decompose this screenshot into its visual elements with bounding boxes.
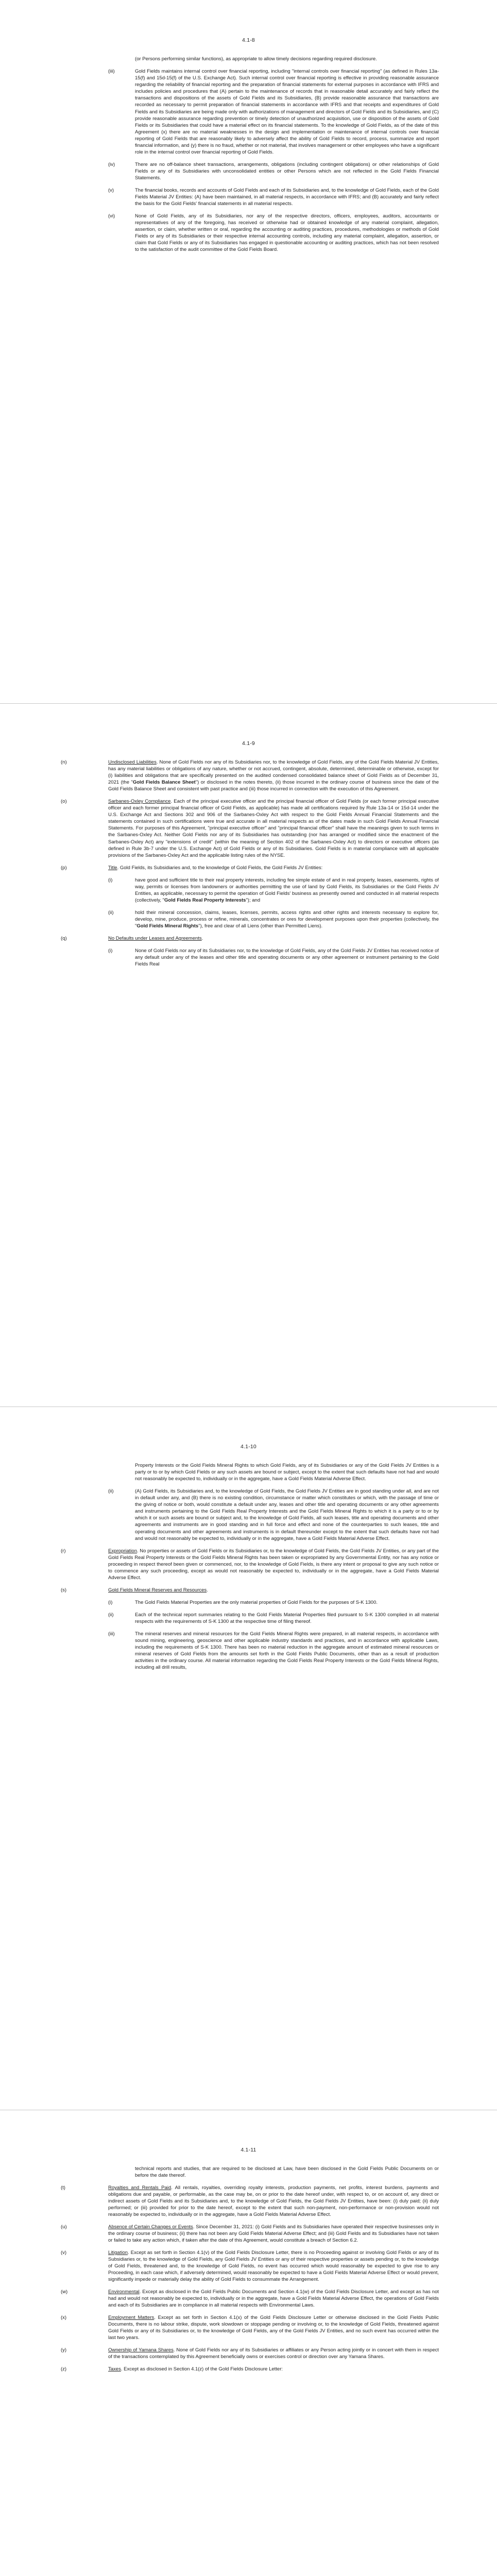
clause: [0, 1587, 497, 1594]
clause-marker: (q): [61, 936, 67, 941]
clause-heading: Employment Matters: [108, 2315, 155, 2320]
clause-text: [108, 2289, 439, 2309]
defined-term: Gold Fields Balance Sheet: [132, 779, 196, 786]
clause-body: . Gold Fields, its Subsidiaries and, to the knowledge of Gold Fields, the Gold Fields JV Entities:: [117, 865, 323, 871]
clause-body: (or Persons performing similar functions), as appropriate to allow timely decisions regarding required disclosure.: [135, 56, 377, 62]
clause-text: [135, 1631, 439, 1671]
page-number: 4.1-11: [241, 2147, 256, 2153]
clause-heading: Ownership of Yamana Shares: [108, 2347, 174, 2353]
clause: [0, 1548, 497, 1581]
clause: [0, 865, 497, 871]
clause-body: . None of Gold Fields nor any of its Subsidiaries or affiliates or any Person acting jointly or in concert with them in respect of the transactions contemplated by this Agreement beneficially owns or exercises control or direction over any Yamana Shares.: [108, 2347, 439, 2360]
clause-heading: No Defaults under Leases and Agreements: [108, 936, 202, 941]
clause-text: [108, 2184, 439, 2218]
clause-body: There are no off-balance sheet transactions, arrangements, obligations (including contingent obligations) or other relationships of Gold Fields or any of its Subsidiaries with unconsolidated entities or other Persons which are not reflected in the Gold Fields Financial Statements.: [135, 162, 439, 181]
clause-marker: (z): [61, 2366, 67, 2372]
clause: [0, 1599, 497, 1606]
clause: [0, 1631, 497, 1671]
clause-body: have good and sufficient title to their real property interests, including fee simple estate of and in real property, leases, easements, rights of way, permits or licenses from landowners or authorities permitting the use of land by Gold Fields, its Subsidiaries or the Gold Fields JV Entities, as applicable, necessary to permit the operation of Gold Fields' business as presently owned and conducted in all material respects (collectively, ": [135, 877, 439, 904]
clause-heading: Litigation: [108, 2250, 128, 2256]
clause-marker: (i): [108, 877, 113, 883]
clause-marker: (v): [61, 2250, 67, 2256]
page-number: 4.1-9: [242, 740, 255, 747]
clause-body: The financial books, records and accounts of Gold Fields and each of its Subsidiaries and, to the knowledge of Gold Fields, each of the Gold Fields Material JV Entities: (A) have been maintained, in all material respects, in accordance with IFRS; and (B) accurately and fairly reflect the basis for the Gold Fields' financial statements in all material respects.: [135, 188, 439, 207]
clause-marker: (i): [108, 948, 113, 954]
clause-marker: (iii): [108, 1631, 115, 1637]
clause-marker: (vi): [108, 213, 115, 219]
clause-marker: (ii): [108, 910, 114, 916]
clause-heading: Royalties and Rentals Paid: [108, 2185, 172, 2191]
clause-text: [135, 2165, 439, 2179]
clause-text: [135, 1599, 439, 1606]
clause-body-continued: "); and: [246, 897, 261, 904]
clause: [0, 68, 497, 156]
clause-heading: Undisclosed Liabilities: [108, 759, 157, 765]
clause-heading: Title: [108, 865, 117, 871]
document-page: [0, 1406, 497, 2110]
clause-body: Property Interests or the Gold Fields Mineral Rights to which Gold Fields, any of its Subsidiaries or any of the Gold Fields JV Entities is a party or to or by which Gold Fields or any such assets are bound or subject, except to the extent that such defaults have not had and would not reasonably be expected to, individually or in the aggregate, have a Gold Fields Material Adverse Effect.: [135, 1463, 439, 1482]
document-page: [0, 2110, 497, 2576]
defined-term: Gold Fields Mineral Rights: [136, 923, 199, 929]
clause-body: . All rentals, royalties, overriding royalty interests, production payments, net profits, interest burdens, payments and obligations due and payable, or performable, as the case may be, on or prior to the date hereof under, with respect to, or on account of, any direct or indirect assets of Gold Fields and its Subsidiaries and, to the knowledge of Gold Fields, the Gold Fields JV Entities, have been: (i) duly paid; (ii) duly performed; or (iii) provided for prior to the date hereof, except to the extent that such non-payment, non-performance or non-provision would not reasonably be expected to, individually or in the aggregate, have a Gold Fields Material Adverse Effect.: [108, 2185, 439, 2218]
clause: [0, 213, 497, 253]
clause-marker: (o): [61, 799, 67, 804]
clause-heading: Absence of Certain Changes or Events: [108, 2224, 193, 2230]
clause-text: [108, 2314, 439, 2341]
clause-marker: (iv): [108, 162, 115, 167]
clause-marker: (r): [61, 1548, 66, 1554]
clause-body: Each of the technical report summaries relating to the Gold Fields Material Properties filed pursuant to S-K 1300 complied in all material respects with the requirements of S-K 1300 at the respective time of filing thereof.: [135, 1612, 439, 1625]
clause-body: The mineral reserves and mineral resources for the Gold Fields Mineral Rights were prepared, in all material respects, in accordance with sound mining, engineering, geoscience and other applicable industry standards and practices, and in accordance with applicable Laws, including the requirements of S-K 1300. There has been no material reduction in the aggregate amount of estimated mineral resources or mineral reserves of Gold Fields from the amounts set forth in the Gold Fields Public Documents, other than as a result of production activities in the ordinary course. All material information regarding the Gold Fields Real Property Interests or the Gold Fields Mineral Rights, including all drill results,: [135, 1631, 439, 1671]
clause-text: [108, 865, 439, 871]
clause-marker: (s): [61, 1587, 67, 1593]
clause: [0, 759, 497, 792]
clause: [0, 1462, 497, 1482]
clause-text: [135, 877, 439, 904]
clause-body: . Except as set forth in Section 4.1(x) of the Gold Fields Disclosure Letter or otherwise disclosed in the Gold Fields Public Documents, there is no labour strike, dispute, work slowdown or stoppage pending or involving or, to the knowledge of Gold Fields, threatened against Gold Fields or any of its Subsidiaries or, to the knowledge of Gold Fields, any of the Gold Fields JV Entities, and no such event has occurred within the last two years.: [108, 2315, 439, 2341]
page-number: 4.1-8: [242, 37, 255, 43]
clause-heading: Environmental: [108, 2289, 140, 2295]
clause-body: . Since December 31, 2021: (i) Gold Fields and its Subsidiaries have operated their respective businesses only in the ordinary course of business; (ii) there has not been any Gold Fields Material Adverse Effect; and (iii) Gold Fields and its Subsidiaries have not taken or failed to take any action which, if taken after the date of this Agreement, would constitute a breach of Section 6.2.: [108, 2224, 439, 2244]
clause-marker: (n): [61, 759, 67, 765]
page-number: 4.1-10: [241, 1444, 256, 1450]
clause-body: None of Gold Fields, any of its Subsidiaries, nor any of the respective directors, officers, employees, auditors, accountants or representatives of any of the foregoing, has received or otherwise had or obtained knowledge of any material complaint, allegation, assertion, or claim, whether written or oral, regarding the accounting or auditing practices, procedures, methodologies or methods of Gold Fields or any of its Subsidiaries or their respective internal accounting controls, including any material complaint, allegation, assertion, or claim that Gold Fields or any of its Subsidiaries has engaged in questionable accounting or auditing practices, which has not been resolved to the satisfaction of the audit committee of the Gold Fields Board.: [135, 213, 439, 253]
clause-text: [108, 2249, 439, 2283]
clause-body: (A) Gold Fields, its Subsidiaries and, to the knowledge of Gold Fields, the Gold Fields JV Entities are in good standing under all, and are not in default under any, and (B) there is no existing condition, circumstance or matter which constitutes or which, with the passage of time or the giving of notice or both, would constitute a default under any, leases and other title and operating documents or any other agreements and instruments pertaining to the Gold Fields Real Property Interests and the Gold Fields Mineral Rights to which it is a party or to or by which it or such assets are bound or subject and, to the knowledge of Gold Fields, all such leases, title and operating documents and other agreements and instruments are in good standing and in full force and effect and none of the counterparties to such leases, title and operating documents and other agreements and instruments is in default thereunder except to the extent that such defaults have not had and would not reasonably be expected to, individually or in the aggregate, have a Gold Fields Material Adverse Effect.: [135, 1488, 439, 1541]
clause-marker: (u): [61, 2224, 67, 2230]
clause-text: [108, 1548, 439, 1581]
clause-text: [135, 909, 439, 929]
clause-body: .: [201, 936, 203, 941]
clause-text: [135, 68, 439, 156]
clause-body: . Except as disclosed in Section 4.1(z) of the Gold Fields Disclosure Letter:: [121, 2366, 283, 2372]
clause: [0, 947, 497, 968]
clause-text: [135, 56, 439, 62]
clause: [0, 2165, 497, 2179]
clause-marker: (w): [61, 2289, 68, 2295]
clause-text: [108, 2347, 439, 2360]
clause-marker: (t): [61, 2185, 65, 2191]
clause-body: . None of Gold Fields nor any of its Subsidiaries nor, to the knowledge of Gold Fields, any of the Gold Fields Material JV Entities, has any material liabilities or obligations of any nature, whether or not accrued, contingent, absolute, determined, determinable or otherwise, except for (i) liabilities and obligations that are specifically presented on the audited condensed consolidated balance sheet of Gold Fields as of December 31, 2021 (the ": [108, 759, 439, 786]
clause: [0, 161, 497, 181]
clause-body: . No properties or assets of Gold Fields or its Subsidiaries or, to the knowledge of Gold Fields, the Gold Fields JV Entities, or any part of the Gold Fields Real Property Interests or the Gold Fields Mineral Rights has been taken or expropriated by any Governmental Entity, nor has any notice or proceeding in respect thereof been given or commenced, nor, to the knowledge of Gold Fields, is there any intent or proposal to give any such notice or to commence any such proceeding, except as would not reasonably be expected to, individually or in the aggregate, have a Gold Fields Material Adverse Effect.: [108, 1548, 439, 1581]
clause: [0, 877, 497, 904]
clause-body: . Except as set forth in Section 4.1(v) of the Gold Fields Disclosure Letter, there is no Proceeding against or involving Gold Fields or any of its Subsidiaries or, to the knowledge of Gold Fields, any Gold Fields JV Entities or any of their respective properties or assets pending or, to the knowledge of Gold Fields, threatened and, to the knowledge of Gold Fields, no event has occurred which would reasonably be expected to give rise to any Proceeding, in each case which, if adversely determined, would reasonably be expected to have a Gold Fields Material Adverse Effect or would prevent, significantly impede or materially delay the ability of Gold Fields to consummate the Arrangement.: [108, 2250, 439, 2283]
clause: [0, 1612, 497, 1625]
clause-body: technical reports and studies, that are required to be disclosed at Law, have been disclosed in the Gold Fields Public Documents on or before the date thereof.: [135, 2166, 439, 2179]
clause-text: [108, 935, 439, 942]
clause-body: .: [207, 1587, 208, 1593]
clause-marker: (y): [61, 2347, 67, 2353]
clause: [0, 2314, 497, 2341]
clause-body: . Except as disclosed in the Gold Fields Public Documents and Section 4.1(w) of the Gold Fields Disclosure Letter, and except as has not had and would not reasonably be expected to, individually or in the aggregate, have a Gold Fields Material Adverse Effect, the operations of Gold Fields and each of its Subsidiaries are in compliance in all material respects with Environmental Laws.: [108, 2289, 439, 2309]
clause-text: [108, 759, 439, 792]
clause-text: [135, 1612, 439, 1625]
clause: [0, 187, 497, 207]
clause-body-continued: ") or disclosed in the notes thereto, (ii) those incurred in the ordinary course of business since the date of the Gold Fields Balance Sheet and consistent with past practice and (iii) those incurred in connection with the execution of this Agreement.: [108, 779, 439, 792]
clause-heading: Taxes: [108, 2366, 121, 2372]
clause: [0, 909, 497, 929]
clause-text: [108, 1587, 439, 1594]
clause-marker: (p): [61, 865, 67, 871]
clause-text: [108, 2366, 439, 2372]
clause-text: [135, 1462, 439, 1482]
clause-marker: (v): [108, 188, 114, 193]
document-page: [0, 0, 497, 703]
clause-heading: Gold Fields Mineral Reserves and Resources: [108, 1587, 207, 1593]
clause-marker: (ii): [108, 1488, 114, 1494]
clause-text: [135, 213, 439, 253]
clause: [0, 935, 497, 942]
defined-term: Gold Fields Real Property Interests: [164, 897, 246, 904]
clause-text: [135, 187, 439, 207]
clause-text: [135, 161, 439, 181]
clause-marker: (i): [108, 1600, 113, 1605]
clause: [0, 798, 497, 859]
clause-body: The Gold Fields Material Properties are the only material properties of Gold Fields for the purposes of S-K 1300.: [135, 1600, 378, 1605]
clause: [0, 2249, 497, 2283]
clause-text: [108, 2224, 439, 2244]
clause-text: [135, 1488, 439, 1542]
clause: [0, 1488, 497, 1542]
clause: [0, 2224, 497, 2244]
document-page: [0, 703, 497, 1406]
clause-body: None of Gold Fields nor any of its Subsidiaries nor, to the knowledge of Gold Fields, any of the Gold Fields JV Entities has received notice of any default under any of the leases and other title and operating documents or any other agreement or instrument pertaining to the Gold Fields Real: [135, 948, 439, 968]
clause: [0, 2184, 497, 2218]
clause-body: Gold Fields maintains internal control over financial reporting, including "internal controls over financial reporting" (as defined in Rules 13a-15(f) and 15d-15(f) of the U.S. Exchange Act). Such internal control over financial reporting is effective in providing reasonable assurance regarding the reliability of financial reporting and the preparation of financial statements for external purposes in accordance with IFRS and includes policies and procedures that (A) pertain to the maintenance of records that in reasonable detail accurately and fairly reflect the transactions and dispositions of the assets of Gold Fields and its Subsidiaries, (B) provide reasonable assurance that transactions are recorded as necessary to permit preparation of financial statements in accordance with IFRS and that receipts and expenditures of Gold Fields and its Subsidiaries are being made only with authorizations of management and directors of Gold Fields and its Subsidiaries, and (C) provide reasonable assurance regarding prevention or timely detection of unauthorized acquisition, use or disposition of the assets of Gold Fields or its Subsidiaries that could have a material effect on its financial statements. To the knowledge of Gold Fields, as of the date of this Agreement (x) there are no material weaknesses in the design and implementation or maintenance of internal controls over financial reporting of Gold Fields that are reasonably likely to adversely affect the ability of Gold Fields to record, process, summarize and report financial information, and (y) there is no fraud, whether or not material, that involves management or other employees who have a significant role in the internal control over financial reporting of Gold Fields.: [135, 69, 439, 156]
clause-marker: (ii): [108, 1612, 114, 1618]
clause-marker: (iii): [108, 69, 115, 74]
clause-marker: (x): [61, 2315, 67, 2320]
clause-heading: Expropriation: [108, 1548, 137, 1554]
clause: [0, 2289, 497, 2309]
clause: [0, 56, 497, 62]
clause-text: [135, 947, 439, 968]
clause-body-continued: "), free and clear of all Liens (other than Permitted Liens).: [198, 923, 323, 929]
clause-body: . Each of the principal executive officer and the principal financial officer of Gold Fields (or each former principal executive officer and each former principal financial officer of Gold Fields, as applicable) has made all certifications required by Rule 13a-14 or 15d-14 under the U.S. Exchange Act and Sections 302 and 906 of the Sarbanes-Oxley Act with respect to the Gold Fields Annual Financial Statements and the statements contained in such certifications were true and accurate in all material respects as of the dates made in such Gold Fields Annual Financial Statements. For purposes of this Agreement, "principal executive officer" and "principal financial officer" shall have the meanings given to such terms in the Sarbanes-Oxley Act. Neither Gold Fields nor any of its Subsidiaries has outstanding (nor has arranged or modified since the enactment of the Sarbanes-Oxley Act) any "extensions of credit" (within the meaning of Section 402 of the Sarbanes-Oxley Act) to directors or executive officers (as defined in Rule 3b-7 under the U.S. Exchange Act) of Gold Fields or any of its Subsidiaries. Gold Fields is in material compliance with all applicable provisions of the Sarbanes-Oxley Act and the applicable listing rules of the NYSE.: [108, 799, 439, 858]
clause-heading: Sarbanes-Oxley Compliance: [108, 799, 171, 804]
clause-text: [108, 798, 439, 859]
clause: [0, 2366, 497, 2372]
clause: [0, 2347, 497, 2360]
clause-body: hold their mineral concession, claims, leases, licenses, permits, access rights and other rights and interests necessary to explore for, develop, mine, produce, process or refine, minerals, concentrates or ores for development purposes upon their properties (collectively, the ": [135, 910, 439, 929]
